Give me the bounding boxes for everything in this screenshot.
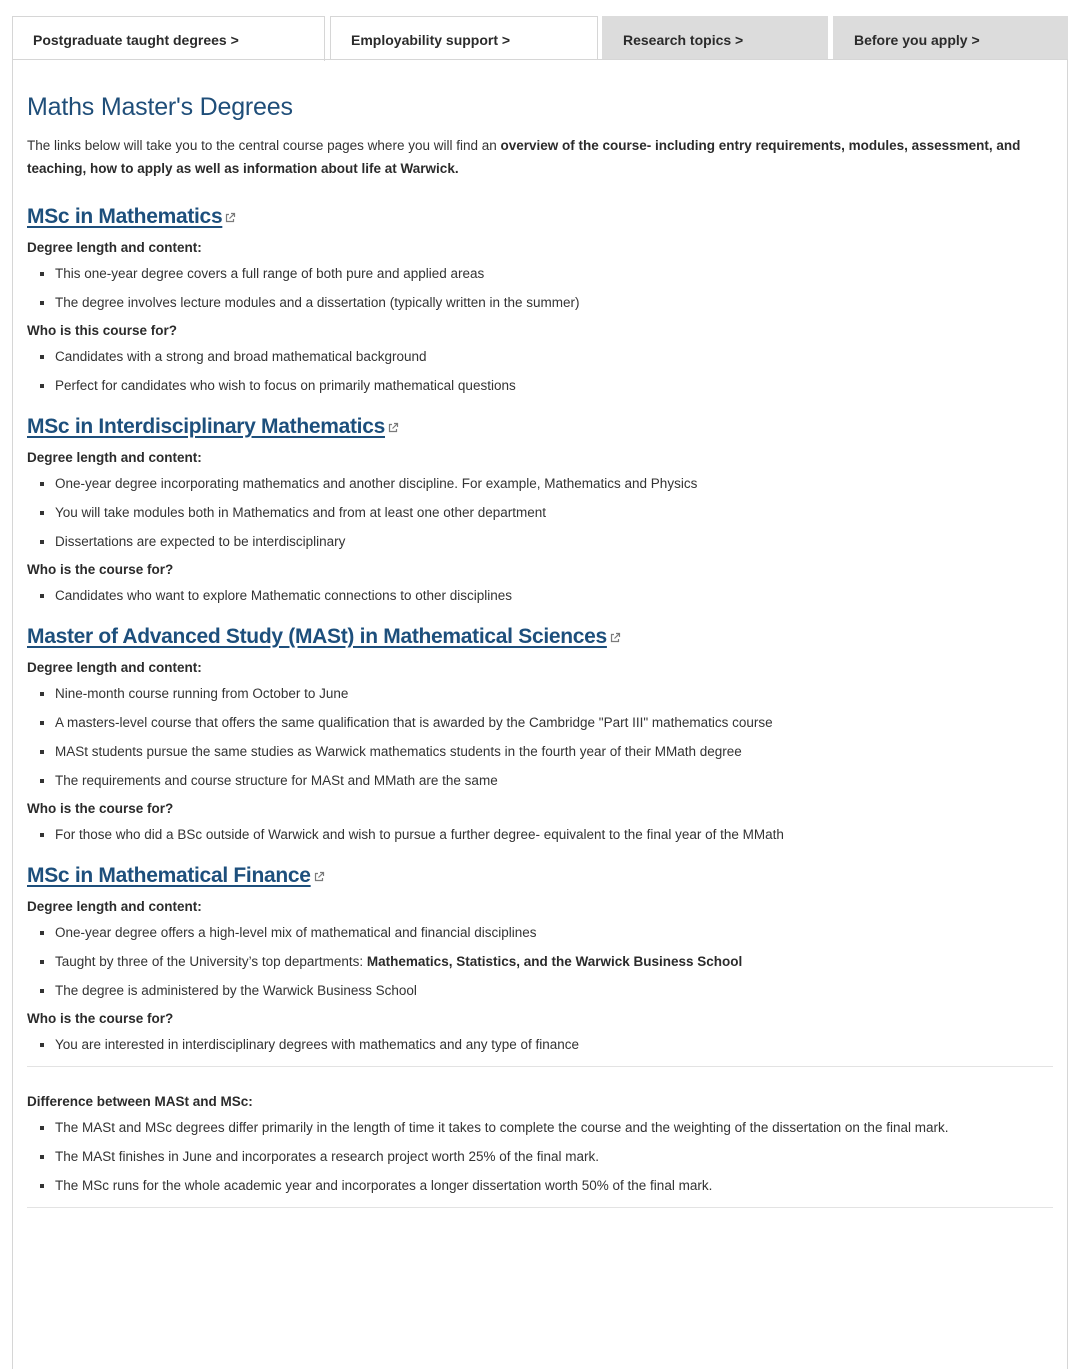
tab-before-you-apply[interactable]: Before you apply >	[833, 16, 1068, 60]
external-link-icon	[609, 632, 621, 644]
list-item: The requirements and course structure for MASt and MMath are the same	[27, 771, 1053, 800]
divider	[27, 1207, 1053, 1208]
content-heading: Degree length and content:	[27, 899, 202, 914]
audience-list	[27, 586, 1053, 615]
audience-heading: Who is the course for?	[27, 562, 174, 577]
course-title-text: MSc in Mathematical Finance	[27, 864, 311, 887]
taught-by-text: Taught by three of the University’s top departments:	[55, 954, 367, 969]
audience-list	[27, 825, 1053, 854]
list-item: Candidates who want to explore Mathematic connections to other disciplines	[27, 586, 1053, 615]
course-title-text: Master of Advanced Study (MASt) in Mathematical Sciences	[27, 625, 607, 648]
list-item	[27, 952, 1053, 981]
list-item: This one-year degree covers a full range of both pure and applied areas	[27, 264, 1053, 293]
course-link-msc-mathematics[interactable]	[27, 205, 236, 229]
list-item: One-year degree offers a high-level mix of mathematical and financial disciplines	[27, 923, 1053, 952]
course-section	[27, 395, 1053, 615]
list-item: You are interested in interdisciplinary degrees with mathematics and any type of finance	[27, 1035, 1053, 1064]
list-item: For those who did a BSc outside of Warwick and wish to pursue a further degree- equivalent to the final year of the MMath	[27, 825, 1053, 854]
divider	[27, 1066, 1053, 1067]
audience-list	[27, 347, 1053, 405]
intro-bold-text: overview of the course- including entry requirements, modules, assessment, and teaching, how to apply as well as information about life at Warwick.	[27, 138, 1021, 176]
audience-heading: Who is the course for?	[27, 1011, 174, 1026]
list-item: You will take modules both in Mathematics and from at least one other department	[27, 503, 1053, 532]
external-link-icon	[387, 422, 399, 434]
course-title-text: MSc in Mathematics	[27, 205, 223, 228]
list-item: The degree involves lecture modules and a dissertation (typically written in the summer)	[27, 293, 1053, 322]
taught-by-departments: Mathematics, Statistics, and the Warwick Business School	[366, 954, 743, 969]
list-item: The MASt and MSc degrees differ primarily in the length of time it takes to complete the course and the weighting of the dissertation on the final mark.	[27, 1118, 1053, 1147]
list-item: Perfect for candidates who wish to focus on primarily mathematical questions	[27, 376, 1053, 405]
tab-research-topics[interactable]: Research topics >	[602, 16, 828, 60]
content-list	[27, 474, 1053, 561]
tab-panel	[12, 59, 1068, 1369]
content-heading: Degree length and content:	[27, 450, 202, 465]
tab-postgraduate-taught-degrees[interactable]: Postgraduate taught degrees >	[12, 16, 325, 61]
course-link-msc-interdisciplinary-mathematics[interactable]	[27, 415, 399, 439]
course-section	[27, 185, 1053, 405]
content-list	[27, 684, 1053, 800]
list-item: Candidates with a strong and broad mathematical background	[27, 347, 1053, 376]
list-item: The degree is administered by the Warwick Business School	[27, 981, 1053, 1010]
content-list	[27, 264, 1053, 322]
list-item: The MASt finishes in June and incorporates a research project worth 25% of the final mark.	[27, 1147, 1053, 1176]
external-link-icon	[313, 871, 325, 883]
list-item: Nine-month course running from October to June	[27, 684, 1053, 713]
main-content	[27, 60, 1053, 1208]
difference-list	[27, 1118, 1053, 1205]
audience-list	[27, 1035, 1053, 1064]
difference-heading: Difference between MASt and MSc:	[27, 1094, 253, 1109]
intro-paragraph	[27, 134, 1053, 180]
difference-section	[27, 1094, 1053, 1205]
audience-heading: Who is this course for?	[27, 323, 178, 338]
audience-heading: Who is the course for?	[27, 801, 174, 816]
tab-bar	[12, 16, 1068, 60]
list-item: The MSc runs for the whole academic year and incorporates a longer dissertation worth 50% of the final mark.	[27, 1176, 1053, 1205]
course-title-text: MSc in Interdisciplinary Mathematics	[27, 415, 385, 438]
content-list	[27, 923, 1053, 1010]
course-link-mast-mathematical-sciences[interactable]	[27, 625, 621, 649]
tab-employability-support[interactable]: Employability support >	[330, 16, 598, 60]
list-item: Dissertations are expected to be interdisciplinary	[27, 532, 1053, 561]
course-link-msc-mathematical-finance[interactable]	[27, 864, 325, 888]
content-heading: Degree length and content:	[27, 240, 202, 255]
page-title: Maths Master's Degrees	[27, 93, 293, 121]
external-link-icon	[224, 212, 236, 224]
content-heading: Degree length and content:	[27, 660, 202, 675]
course-section	[27, 605, 1053, 854]
intro-text: The links below will take you to the central course pages where you will find an	[27, 138, 501, 153]
list-item: One-year degree incorporating mathematics and another discipline. For example, Mathematics and Physics	[27, 474, 1053, 503]
course-section	[27, 844, 1053, 1064]
list-item: MASt students pursue the same studies as Warwick mathematics students in the fourth year of their MMath degree	[27, 742, 1053, 771]
list-item: A masters-level course that offers the same qualification that is awarded by the Cambridge "Part III" mathematics course	[27, 713, 1053, 742]
